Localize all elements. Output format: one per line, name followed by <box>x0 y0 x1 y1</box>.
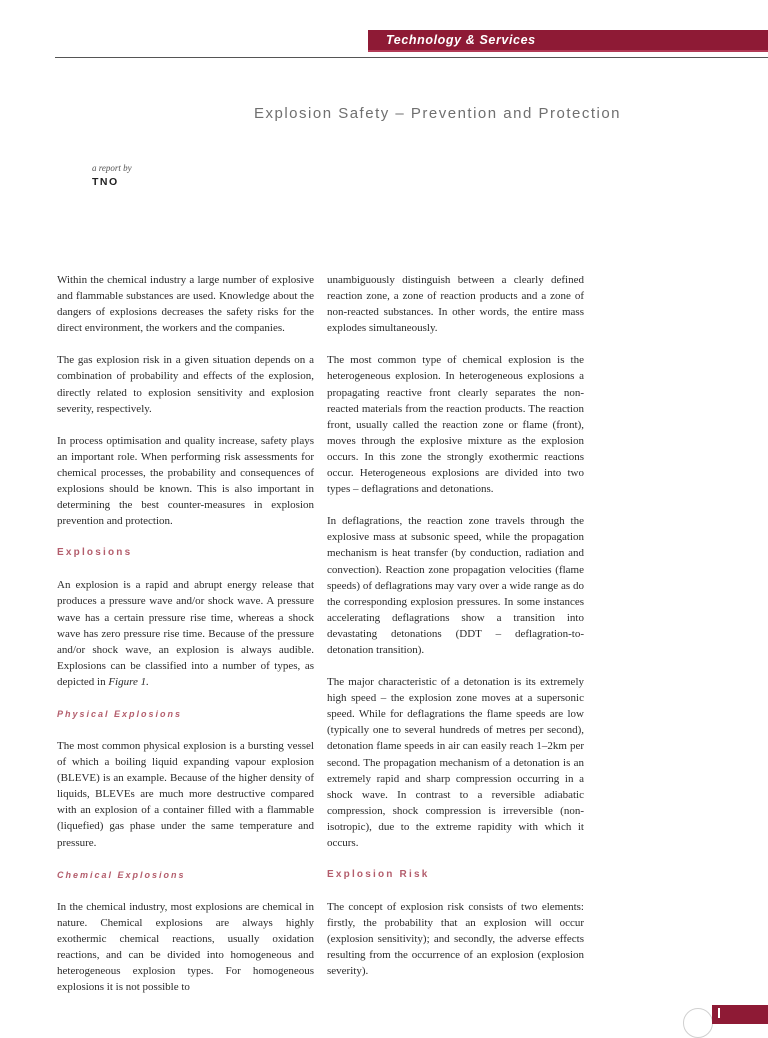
page-number-tab <box>712 1005 768 1024</box>
physical-explosions-paragraph: The most common physical explosion is a bursting vessel of which a boiling liquid expanding vapour explosion (BLEVE) is an example. Because of the higher density of liquids, BLEVEs are much more destructive compared with an explosion of a container filled with a flammable (liquefied) gas phase under the same temperature and pressure. <box>57 739 314 849</box>
heading-physical-explosions: Physical Explosions <box>57 708 183 719</box>
figure-reference: Figure 1. <box>108 675 149 688</box>
continued-paragraph: unambiguously distinguish between a clearly defined reaction zone, a zone of reaction products and a zone of non-reacted substances. In other words, the entire mass explodes simultaneously. <box>327 274 584 335</box>
watermark-seal <box>683 1008 713 1038</box>
heading-explosion-risk: Explosion Risk <box>327 869 430 881</box>
section-tab-label: Technology & Services <box>386 33 536 47</box>
heterogeneous-paragraph: The most common type of chemical explosion is the heterogeneous explosion. In heterogeneous explosions a propagating reactive front clearly separates the non-reacted materials from the reaction products. The reaction front, usually called the reaction zone or flame (front), moves through the explosive mixture as the explosion occurs. In this zone the strongly exothermic reactions occur. Heterogeneous explosions are divided into two types – deflagrations and detonations. <box>327 354 584 496</box>
right-column <box>327 272 584 996</box>
page-title: Explosion Safety – Prevention and Protection <box>254 105 622 122</box>
heading-explosions: Explosions <box>57 547 133 559</box>
page-number-mark <box>718 1008 720 1018</box>
explosions-paragraph <box>57 577 314 690</box>
section-banner <box>368 30 768 50</box>
heading-chemical-explosions: Chemical Explosions <box>57 869 186 880</box>
intro-paragraph-1: Within the chemical industry a large number of explosive and flammable substances are used. Knowledge about the dangers of explosions decreases the safety risks for the direct environment, the workers and the companies. <box>57 274 314 335</box>
author-name: TNO <box>92 176 119 188</box>
detonation-paragraph: The major characteristic of a detonation is its extremely high speed – the explosion zone moves at a supersonic speed. While for deflagrations the flame speeds are low (typically one to several hundreds of metres per second), detonation flame speeds in air can easily reach 1–2km per second. The propagation mechanism of a detonation is an extremely rapid and sharp compression occurring in a shock wave. In contrast to a reversible adiabatic compression, shock compression is irreversible (non-isotropic), due to the extreme rapidity with which it occurs. <box>327 676 584 849</box>
explosions-text: An explosion is a rapid and abrupt energy release that produces a pressure wave and/or shock wave. A pressure wave has a certain pressure rise time, whereas a shock wave has zero pressure rise time. Because of the pressure and/or shock wave, an explosion is always audible. Explosions can be classified into a number of types, as depicted in <box>57 579 314 688</box>
byline: a report by <box>92 163 132 173</box>
header-rule <box>55 57 768 58</box>
chemical-explosions-paragraph: In the chemical industry, most explosions are chemical in nature. Chemical explosions are always highly exothermic chemical reactions, usually oxidation reactions, and can be divided into homogeneous and heterogeneous explosion types. For homogeneous explosions it is not possible to <box>57 900 314 994</box>
deflagrations-paragraph: In deflagrations, the reaction zone travels through the explosive mass at subsonic speed, while the propagation mechanism is heat transfer (by conduction, radiation and convection). Reaction zone propagation velocities (flame speeds) of deflagrations may vary over a wide range as do the corresponding explosion pressures. In some instances accelerating deflagrations show a transition into devastating detonations (DDT – deflagration-to-detonation transition). <box>327 515 584 656</box>
intro-paragraph-2: The gas explosion risk in a given situation depends on a combination of probability and effects of the explosion, directly related to explosion sensitivity and explosion severity, respectively. <box>57 354 314 415</box>
left-column <box>57 272 314 1011</box>
intro-paragraph-3: In process optimisation and quality increase, safety plays an important role. When performing risk assessments for chemical processes, the probability and consequences of explosions should be known. This is also important in determining the best counter-measures in explosion prevention and protection. <box>57 434 314 528</box>
explosion-risk-paragraph: The concept of explosion risk consists of two elements: firstly, the probability that an explosion will occur (explosion sensitivity); and secondly, the adverse effects resulting from the occurrence of an explosion (explosion severity). <box>327 901 584 978</box>
